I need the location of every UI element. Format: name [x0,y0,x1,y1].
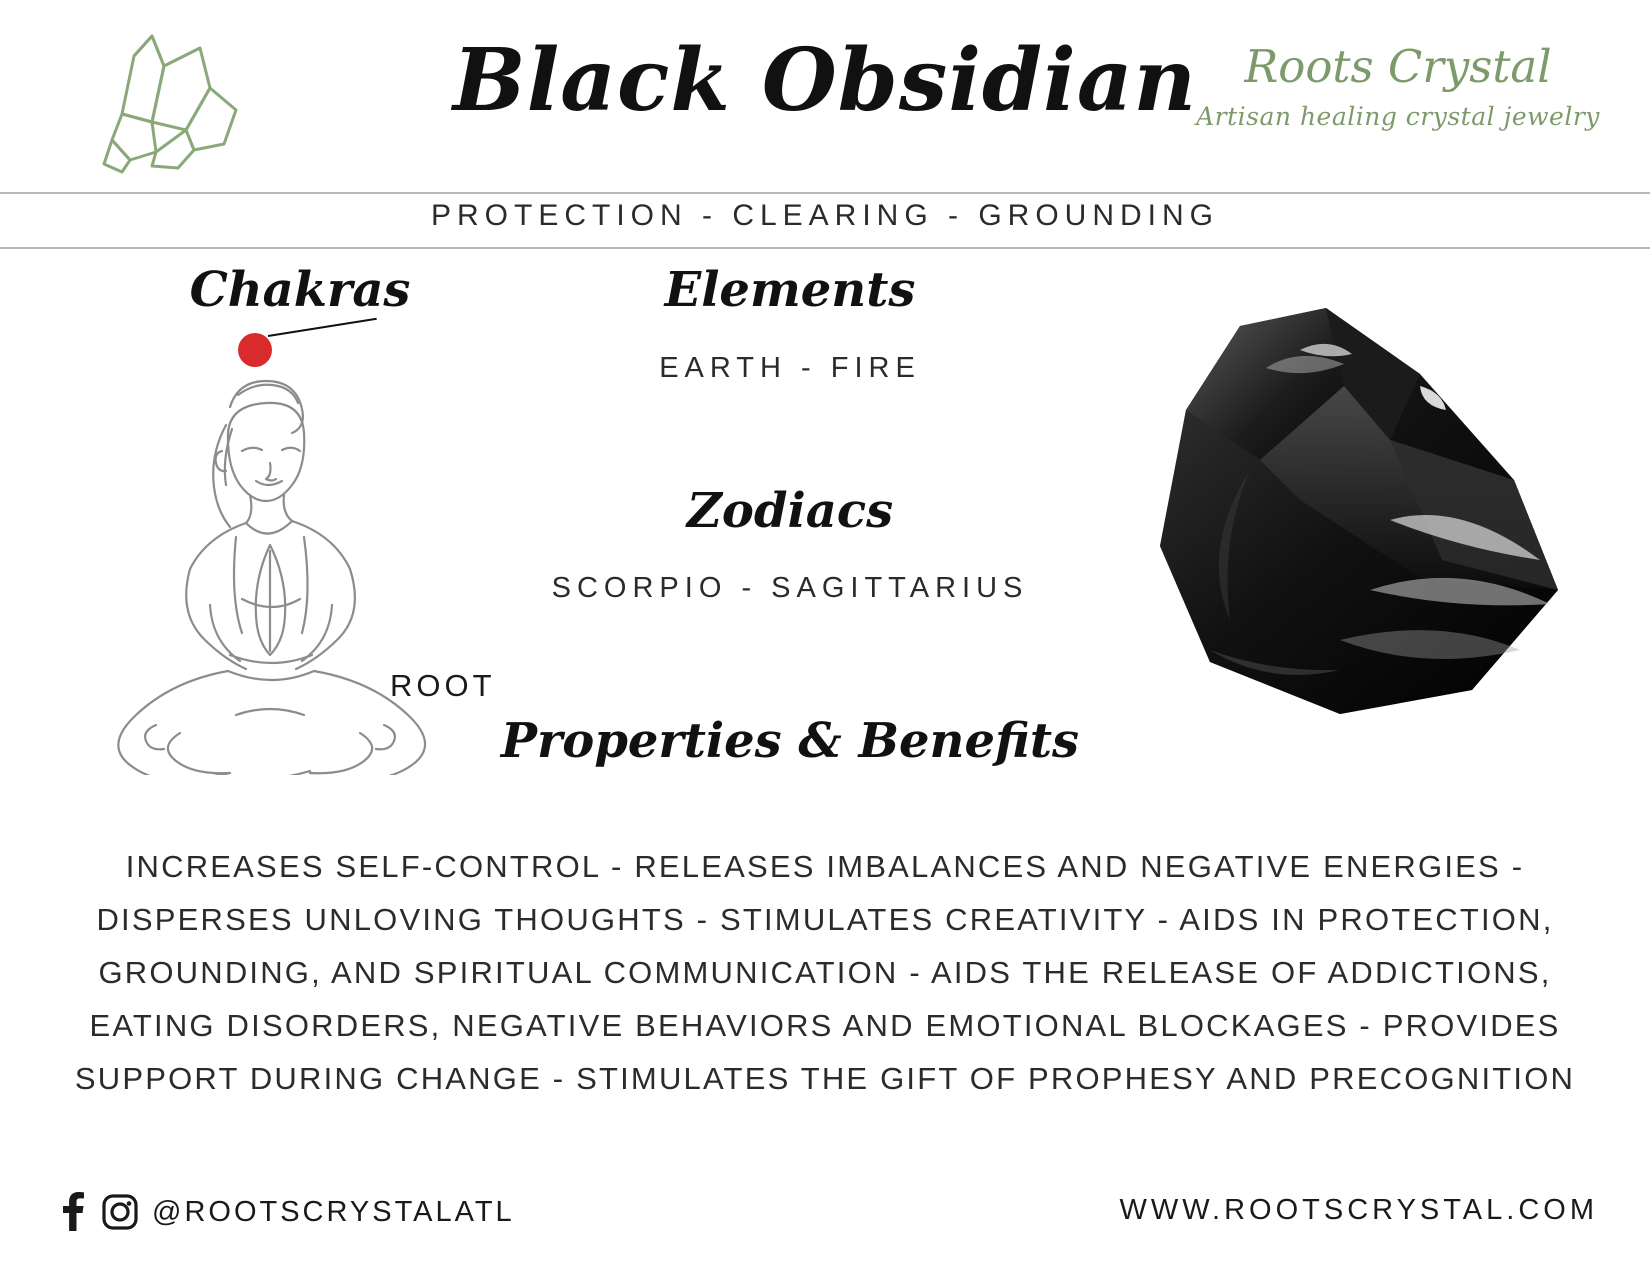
website-url: WWW.ROOTSCRYSTAL.COM [1119,1194,1598,1226]
page-title: Black Obsidian [452,30,1198,131]
properties-body: INCREASES SELF-CONTROL - RELEASES IMBALANCES AND NEGATIVE ENERGIES - DISPERSES UNLOVING THOUGHTS - STIMULATES CREATIVITY - AIDS IN PROTECTION, GROUNDING, AND SPIRITUAL COMMUNICATION - AIDS THE RELEASE OF ADDICTIONS, EATING DISORDERS, NEGATIVE BEHAVIORS AND EMOTIONAL BLOCKAGES - PROVIDES SUPPORT DURING CHANGE - STIMULATES THE GIFT OF PROPHESY AND PRECOGNITION [74,849,1576,1096]
meditating-woman-illustration [60,355,460,775]
divider-top [0,192,1650,194]
chakra-leader-line [268,318,377,337]
header [0,0,1650,192]
zodiacs-heading: Zodiacs [686,483,894,539]
black-obsidian-raw-stone-photo [1090,290,1580,750]
brand-name: Roots Crystal [1244,40,1552,93]
facebook-icon[interactable] [58,1192,88,1232]
social-handle: @ROOTSCRYSTALATL [152,1195,515,1228]
elements-value: EARTH - FIRE [659,352,921,384]
chakra-label-root: ROOT [390,668,496,703]
brand-tagline: Artisan healing crystal jewelry [1196,101,1600,131]
elements-heading: Elements [664,262,916,318]
brand-block [1188,42,1608,131]
root-chakra-dot [238,333,272,367]
instagram-icon[interactable] [102,1194,138,1230]
chakras-heading: Chakras [189,262,411,318]
divider-bottom [0,247,1650,249]
footer-social [58,1192,515,1232]
keywords-banner: PROTECTION - CLEARING - GROUNDING [430,199,1220,232]
properties-heading: Properties & Benefits [500,713,1080,769]
zodiacs-value: SCORPIO - SAGITTARIUS [551,572,1029,604]
